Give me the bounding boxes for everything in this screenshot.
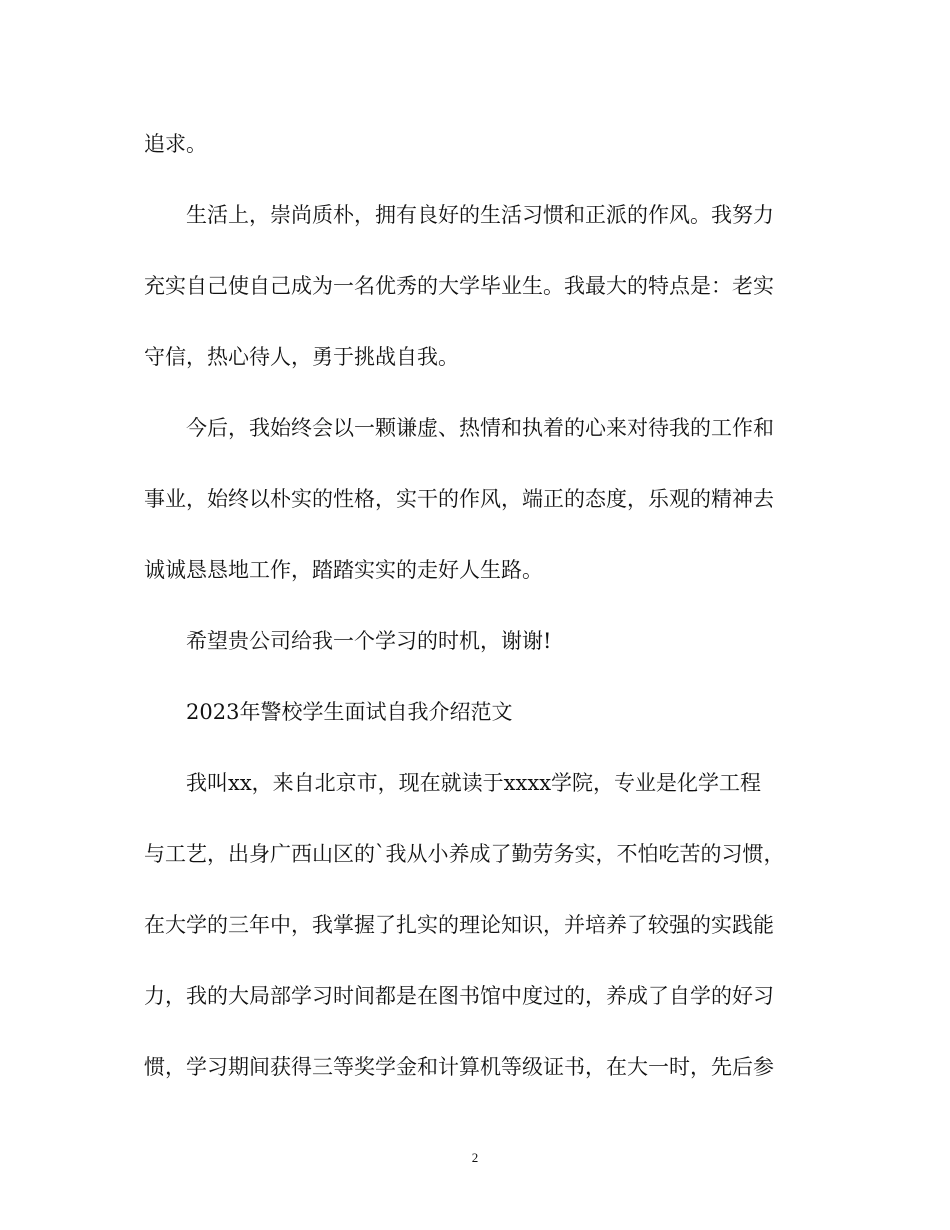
- text-line: 守信，热心待人，勇于挑战自我。: [144, 345, 459, 369]
- text-line: 力，我的大局部学习时间都是在图书馆中度过的，养成了自学的好习: [144, 984, 774, 1008]
- text-line: 与工艺，出身广西山区的`我从小养成了勤劳务实，不怕吃苦的习惯，: [144, 842, 785, 866]
- page-number: 2: [471, 1150, 479, 1165]
- text-line: 在大学的三年中，我掌握了扎实的理论知识，并培养了较强的实践能: [144, 913, 774, 937]
- text-line: 诚诚恳恳地工作，踏踏实实的走好人生路。: [144, 558, 543, 582]
- text-line: 追求。: [144, 132, 207, 156]
- section-heading: 2023年警校学生面试自我介绍范文: [186, 700, 513, 724]
- paragraph-start: 生活上，崇尚质朴，拥有良好的生活习惯和正派的作风。我努力: [186, 203, 774, 227]
- paragraph-start: 我叫xx，来自北京市，现在就读于xxxx学院，专业是化学工程: [186, 771, 762, 795]
- text-line: 事业，始终以朴实的性格，实干的作风，端正的态度，乐观的精神去: [144, 487, 774, 511]
- text-line: 惯，学习期间获得三等奖学金和计算机等级证书，在大一时，先后参: [144, 1055, 774, 1079]
- paragraph-start: 希望贵公司给我一个学习的时机，谢谢!: [186, 629, 552, 653]
- text-line: 充实自己使自己成为一名优秀的大学毕业生。我最大的特点是：老实: [144, 274, 774, 298]
- paragraph-start: 今后，我始终会以一颗谦虚、热情和执着的心来对待我的工作和: [186, 416, 774, 440]
